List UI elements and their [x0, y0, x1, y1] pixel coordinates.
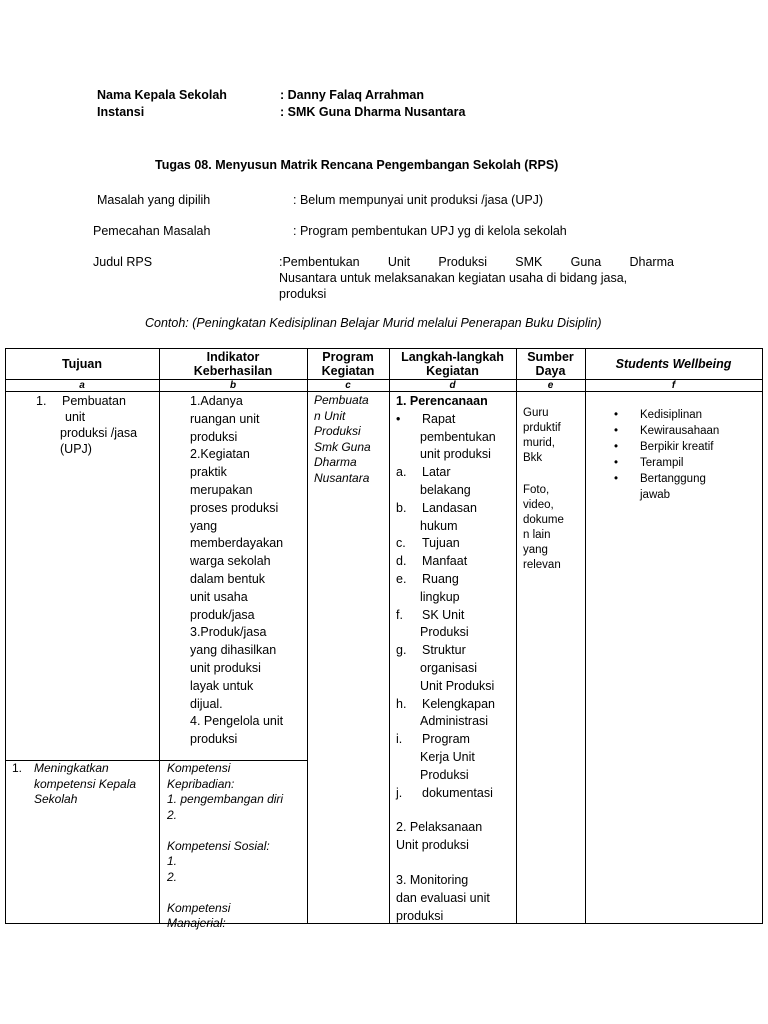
text-line: Pembuatan — [62, 394, 126, 408]
text-line: Keberhasilan — [193, 364, 273, 378]
text-line: Program — [322, 350, 374, 364]
text-line: prduktif — [523, 422, 561, 434]
text-line: produk/jasa — [190, 607, 255, 622]
text-line: Program — [422, 732, 470, 747]
text-line: video, — [523, 499, 554, 511]
text-line: i. — [396, 732, 403, 747]
text-line: c. — [396, 536, 406, 551]
wellbeing-list — [614, 407, 719, 503]
text-line: layak untuk — [190, 678, 254, 693]
text-line: merupakan — [190, 482, 253, 497]
text-line: 1. pengembangan diri — [167, 792, 284, 806]
tujuan-1 — [36, 393, 137, 457]
solution-label: Pemecahan Masalah — [93, 224, 211, 238]
text-line: SK Unit — [422, 607, 465, 622]
column-letter: f — [671, 380, 676, 391]
text-line: Administrasi — [420, 714, 489, 729]
text-line: produksi — [190, 732, 238, 747]
text-line: Bertanggung — [640, 473, 706, 485]
bullet-icon: • — [614, 473, 619, 485]
text-line: dijual. — [190, 696, 223, 711]
header-program — [307, 350, 389, 378]
text-line: j. — [396, 785, 403, 800]
header-indikator — [159, 350, 307, 378]
text-line: Smk Guna — [314, 439, 371, 454]
text-line: organisasi — [420, 660, 477, 675]
header-langkah — [389, 350, 516, 378]
indikator-2 — [167, 761, 283, 932]
text-line: d. — [396, 554, 407, 569]
text-line: ruangan unit — [190, 411, 260, 426]
text-line: Manajerial: — [167, 916, 226, 930]
text-line: 2. — [167, 869, 178, 884]
text-line: Produksi — [420, 767, 469, 782]
header-sumber — [516, 350, 585, 378]
text-line: Guna — [570, 255, 602, 269]
text-line: Tujuan — [422, 536, 460, 551]
text-line: murid, — [523, 437, 555, 449]
text-line: :Pembentukan — [279, 255, 360, 269]
header-tujuan: Tujuan — [61, 357, 103, 371]
text-line: Kelengkapan — [422, 696, 495, 711]
text-line: 2.Kegiatan — [190, 447, 250, 462]
indikator-1 — [190, 393, 283, 749]
document-title: Tugas 08. Menyusun Matrik Rencana Pengembangan Sekolah (RPS) — [155, 158, 559, 172]
text-line: Terampil — [640, 457, 684, 469]
text-line: Kedisiplinan — [640, 409, 703, 421]
text-line: Produksi — [420, 625, 469, 640]
text-line: Nusantara — [314, 470, 370, 485]
bullet-icon: • — [614, 457, 619, 469]
column-letter: d — [449, 380, 456, 391]
text-line: b. — [396, 500, 407, 515]
text-line: (UPJ) — [60, 442, 92, 456]
column-letter: e — [547, 380, 554, 391]
text-line: g. — [396, 643, 407, 658]
text-line: dan evaluasi unit — [396, 890, 490, 905]
text-line: Unit — [387, 255, 411, 269]
text-line: Struktur — [422, 643, 466, 658]
text-line: Kompetensi — [167, 900, 231, 915]
text-line: yang dihasilkan — [190, 643, 277, 658]
text-line: 2. Pelaksanaan — [396, 820, 483, 835]
perencanaan-heading: 1. Perencanaan — [396, 394, 488, 408]
column-letter: c — [345, 380, 351, 391]
text-line: Unit Produksi — [420, 678, 495, 693]
text-line: Kegiatan — [321, 364, 375, 378]
text-line: Dharma — [629, 255, 674, 269]
text-line: Langkah-langkah — [401, 350, 504, 364]
bullet-icon: • — [614, 409, 619, 421]
principal-name-label: Nama Kepala Sekolah — [97, 88, 227, 102]
text-line: 3.Produk/jasa — [190, 625, 267, 640]
institution-label: Instansi — [97, 105, 145, 119]
text-line: yang — [523, 544, 548, 556]
text-line: Meningkatkan — [34, 761, 109, 775]
text-line: 3. Monitoring — [396, 872, 469, 887]
text-line: n Unit — [314, 408, 346, 423]
text-line: hukum — [420, 518, 458, 533]
bullet-icon: • — [396, 411, 401, 426]
solution-value: : Program pembentukan UPJ yg di kelola sekolah — [293, 224, 567, 238]
text-line: jawab — [640, 489, 671, 501]
text-line: Landasan — [422, 500, 477, 515]
text-line: lingkup — [420, 589, 460, 604]
text-line: n lain — [523, 529, 551, 541]
text-line: Bkk — [523, 452, 543, 464]
text-line: Sumber — [527, 350, 574, 364]
text-line: Pembuata — [314, 393, 369, 407]
problem-label: Masalah yang dipilih — [97, 193, 211, 207]
text-line: Kerja Unit — [420, 749, 475, 764]
langkah-kegiatan — [396, 393, 496, 925]
text-line: Produksi — [314, 424, 361, 438]
text-line: 1. — [12, 761, 23, 775]
text-line: Produksi — [438, 255, 488, 269]
text-line: pembentukan — [420, 429, 496, 444]
program-kegiatan — [314, 393, 371, 486]
text-line: belakang — [420, 482, 471, 497]
text-line: Kompetensi Sosial: — [167, 838, 270, 853]
text-line: Berpikir kreatif — [640, 441, 714, 453]
text-line: kompetensi Kepala — [34, 776, 137, 791]
text-line: Kompetensi — [167, 761, 231, 775]
text-line: warga sekolah — [190, 554, 271, 569]
text-line: Indikator — [206, 350, 260, 364]
text-line: 4. Pengelola unit — [190, 714, 284, 729]
text-line: dokume — [523, 514, 564, 526]
text-line: Guru — [523, 407, 549, 419]
text-line: e. — [396, 571, 407, 586]
text-line: unit produksi — [190, 660, 261, 675]
text-line: Daya — [535, 364, 566, 378]
text-line: Kewirausahaan — [640, 425, 720, 437]
principal-name-value: : Danny Falaq Arrahman — [280, 88, 425, 102]
text-line: produksi — [396, 908, 444, 923]
bullet-icon: • — [614, 441, 619, 453]
text-line: a. — [396, 465, 407, 480]
text-line: Foto, — [523, 484, 550, 496]
text-line: Rapat — [422, 411, 456, 426]
text-line: Kepribadian: — [167, 776, 235, 791]
text-line: unit produksi — [420, 447, 491, 462]
rps-title-line-2: Nusantara untuk melaksanakan kegiatan usaha di bidang jasa, — [279, 271, 628, 285]
text-line: 1. — [167, 854, 178, 868]
column-letter: a — [79, 380, 85, 391]
text-line: produksi — [190, 429, 238, 444]
text-line: yang — [190, 518, 218, 533]
header-wellbeing: Students Wellbeing — [615, 357, 732, 371]
text-line: SMK — [515, 255, 543, 269]
text-line: 2. — [167, 807, 178, 822]
sumber-daya — [523, 406, 564, 573]
text-line: dokumentasi — [422, 785, 493, 800]
text-line: Sekolah — [34, 792, 78, 806]
rps-title-line-1 — [279, 255, 674, 269]
text-line: unit — [65, 410, 86, 424]
text-line: Unit produksi — [396, 838, 469, 853]
text-line: produksi /jasa — [60, 426, 138, 440]
institution-value: : SMK Guna Dharma Nusantara — [280, 105, 466, 119]
text-line: praktik — [190, 465, 227, 480]
text-line: unit usaha — [190, 589, 248, 604]
text-line: f. — [396, 607, 403, 622]
bullet-icon: • — [614, 425, 619, 437]
text-line: h. — [396, 696, 407, 711]
text-line: Kegiatan — [426, 364, 479, 378]
text-line: Ruang — [422, 571, 459, 586]
text-line: proses produksi — [190, 500, 279, 515]
problem-value: : Belum mempunyai unit produksi /jasa (UPJ) — [293, 193, 544, 207]
rps-title-line-3: produksi — [279, 287, 327, 301]
rps-title-label: Judul RPS — [93, 255, 153, 269]
text-line: 1.Adanya — [190, 394, 243, 408]
text-line: memberdayakan — [190, 536, 284, 551]
text-line: relevan — [523, 559, 561, 571]
column-letter: b — [229, 380, 237, 391]
text-line: Manfaat — [422, 554, 468, 569]
example-note: Contoh: (Peningkatan Kedisiplinan Belajar Murid melalui Penerapan Buku Disiplin) — [145, 316, 602, 330]
text-line: 1. — [36, 394, 47, 408]
tujuan-2 — [12, 761, 136, 808]
text-line: dalam bentuk — [190, 571, 266, 586]
text-line: Dharma — [314, 455, 357, 469]
text-line: Latar — [422, 465, 451, 480]
